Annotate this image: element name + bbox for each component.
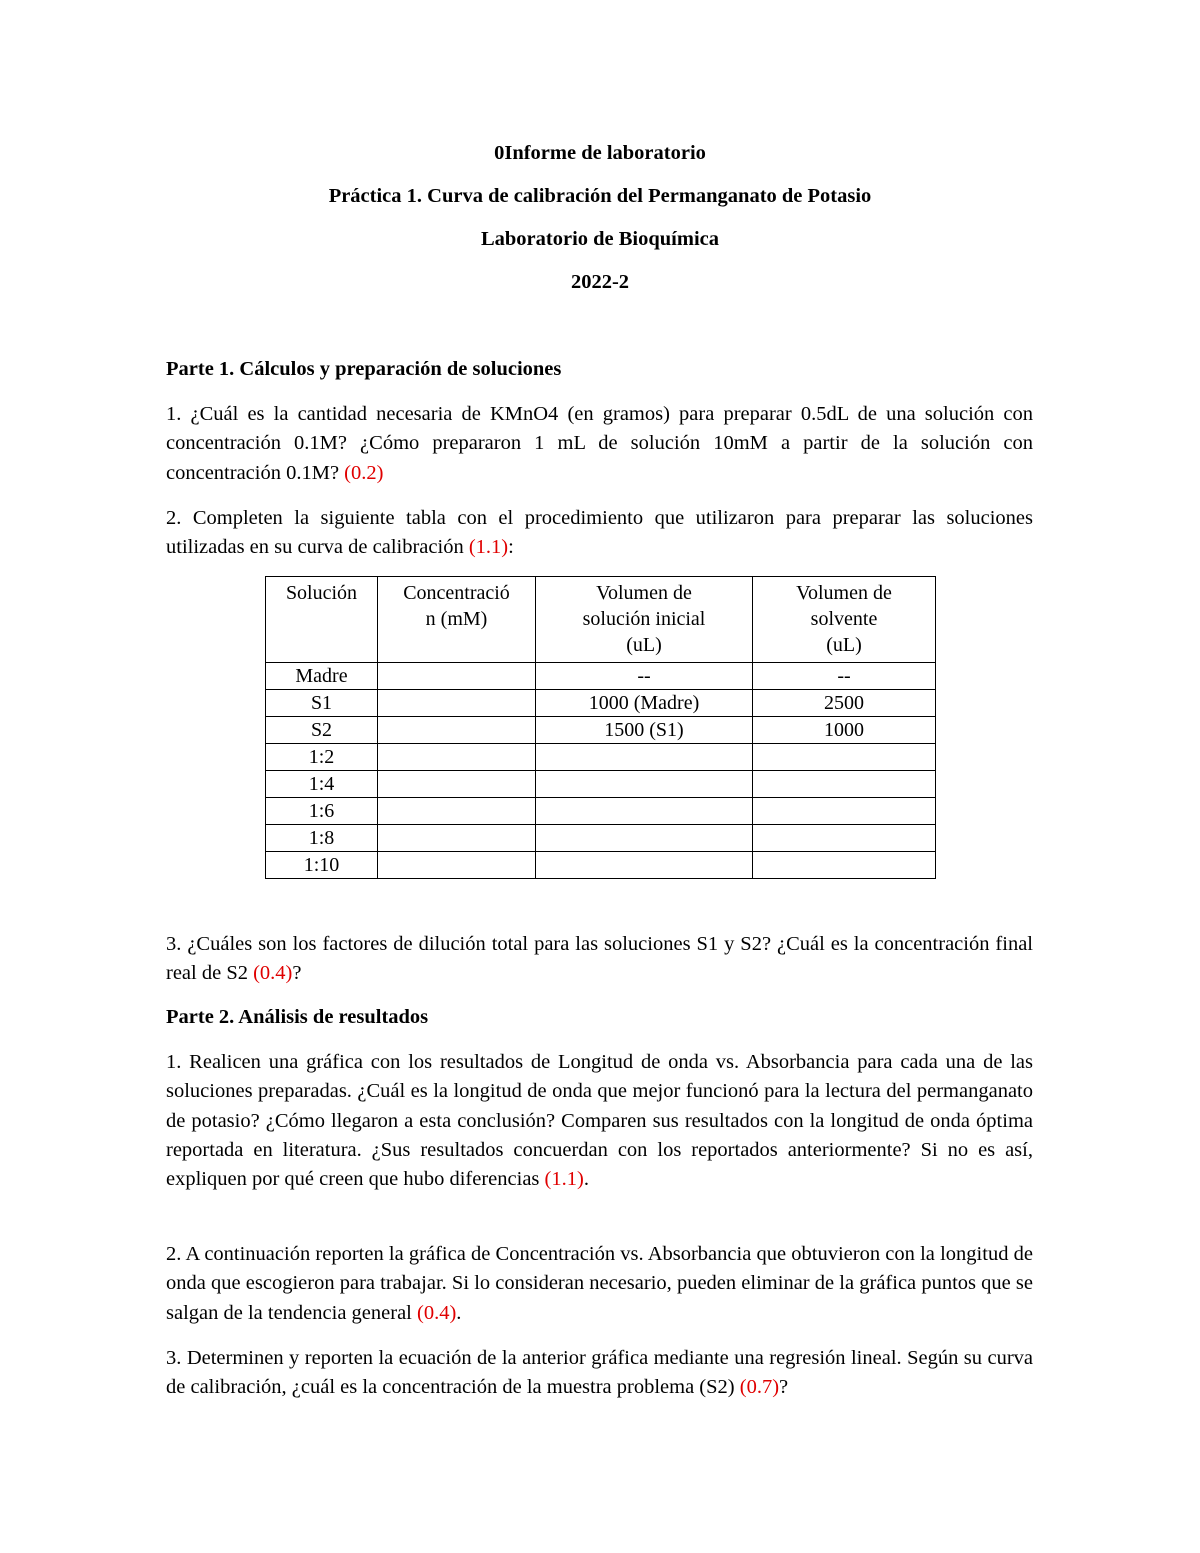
header-initial-volume: Volumen de solución inicial (uL) [536, 577, 753, 663]
term: 2022-2 [570, 271, 630, 293]
table-cell: S1 [266, 690, 378, 717]
question-text: 2. A continuación reporten la gráfica de Concentración vs. Absorbancia que obtuvieron con la longitud de onda que escogieron para trabajar. Si lo consideran necesario, pueden eliminar de la gráfica puntos que se salgan de la tendencia general [166, 1243, 1033, 1324]
table-cell [378, 852, 536, 879]
table-row [266, 771, 936, 798]
table-cell [753, 771, 936, 798]
table-row [266, 690, 936, 717]
practice-title: Práctica 1. Curva de calibración del Permanganato de Potasio [328, 185, 872, 207]
table-cell [753, 825, 936, 852]
points-value: (0.2) [344, 461, 384, 484]
part2-question-3 [166, 1344, 1033, 1403]
document-title: 0Informe de laboratorio [494, 142, 706, 164]
table-cell: 1:10 [266, 852, 378, 879]
question-suffix: . [456, 1301, 462, 1324]
table-cell: 1:6 [266, 798, 378, 825]
part1-question-1 [166, 400, 1033, 488]
table-cell: S2 [266, 717, 378, 744]
points-value: (1.1) [544, 1168, 584, 1191]
header-solvent-volume: Volumen de solvente (uL) [753, 577, 936, 663]
table-cell [378, 663, 536, 690]
points-value: (0.4) [417, 1301, 457, 1324]
table-cell [378, 825, 536, 852]
table-cell [536, 852, 753, 879]
part2-question-1 [166, 1048, 1033, 1194]
table-row [266, 663, 936, 690]
table-cell: 1000 (Madre) [536, 690, 753, 717]
part2-question-2 [166, 1240, 1033, 1328]
table-cell: -- [753, 663, 936, 690]
table-cell: 1500 (S1) [536, 717, 753, 744]
header-concentration: Concentració n (mM) [378, 577, 536, 663]
header-solution: Solución [266, 577, 378, 663]
part1-heading: Parte 1. Cálculos y preparación de soluciones [166, 358, 562, 380]
table-cell [378, 798, 536, 825]
table-cell [536, 771, 753, 798]
table-cell [536, 825, 753, 852]
part1-question-3 [166, 930, 1033, 989]
table-cell: 1:4 [266, 771, 378, 798]
table-cell [378, 717, 536, 744]
table-row [266, 798, 936, 825]
question-text: 3. ¿Cuáles son los factores de dilución total para las soluciones S1 y S2? ¿Cuál es la concentración final real de S2 [166, 933, 1033, 985]
table-cell: -- [536, 663, 753, 690]
table-row [266, 825, 936, 852]
table-cell: 1000 [753, 717, 936, 744]
question-suffix: . [583, 1168, 589, 1191]
solutions-table [265, 576, 936, 879]
points-value: (0.7) [739, 1376, 780, 1399]
question-text: 1. ¿Cuál es la cantidad necesaria de KMnO4 (en gramos) para preparar 0.5dL de una solución con concentración 0.1M? ¿Cómo prepararon 1 mL de solución 10mM a partir de la solución con concentración 0.1M? [166, 403, 1033, 484]
part2-heading: Parte 2. Análisis de resultados [166, 1006, 429, 1028]
question-suffix: : [508, 536, 514, 559]
table-cell: Madre [266, 663, 378, 690]
table-row [266, 852, 936, 879]
table-row [266, 717, 936, 744]
points-value: (0.4) [253, 962, 293, 985]
table-cell [378, 771, 536, 798]
question-text: 2. Completen la siguiente tabla con el procedimiento que utilizaron para preparar las soluciones utilizadas en su curva de calibración [166, 507, 1033, 559]
table-cell: 2500 [753, 690, 936, 717]
table-cell: 1:2 [266, 744, 378, 771]
question-suffix: ? [292, 962, 302, 985]
table-cell [753, 798, 936, 825]
table-cell [378, 744, 536, 771]
points-value: (1.1) [468, 536, 509, 559]
table-cell [753, 744, 936, 771]
table-cell [536, 744, 753, 771]
table-cell [753, 852, 936, 879]
table-cell [536, 798, 753, 825]
question-suffix: ? [779, 1376, 789, 1399]
table-header-row [266, 577, 936, 663]
table-row [266, 744, 936, 771]
question-text: 1. Realicen una gráfica con los resultados de Longitud de onda vs. Absorbancia para cada una de las soluciones preparadas. ¿Cuál es la longitud de onda que mejor funcionó para la lectura del permanganato de potasio? ¿Cómo llegaron a esta conclusión? Comparen sus resultados con la longitud de onda óptima reportada en literatura. ¿Sus resultados concuerdan con los reportados anteriormente? Si no es así, expliquen por qué creen que hubo diferencias [166, 1051, 1033, 1191]
question-text: 3. Determinen y reporten la ecuación de la anterior gráfica mediante una regresión lineal. Según su curva de calibración, ¿cuál es la concentración de la muestra problema (S2) [166, 1347, 1033, 1399]
lab-name: Laboratorio de Bioquímica [480, 228, 720, 250]
table-cell: 1:8 [266, 825, 378, 852]
part1-question-2 [166, 504, 1033, 563]
table-cell [378, 690, 536, 717]
